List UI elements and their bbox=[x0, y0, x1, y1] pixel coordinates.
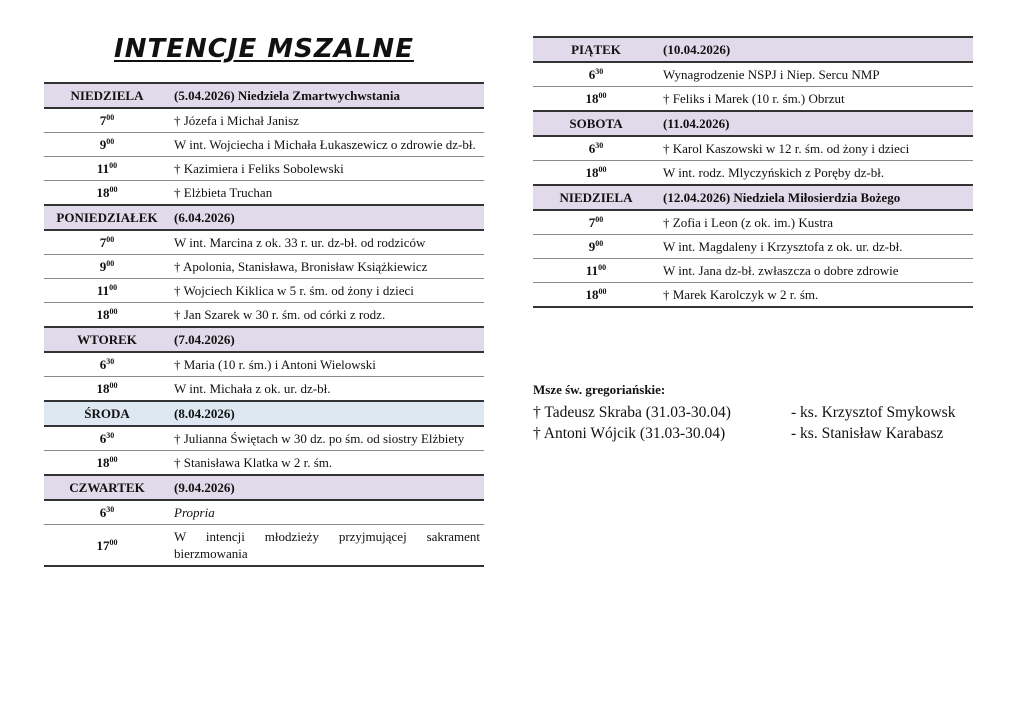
mass-minutes: 00 bbox=[106, 113, 115, 122]
mass-intention: † Julianna Świętach w 30 dz. po śm. od siostry Elżbiety bbox=[170, 426, 484, 451]
mass-time bbox=[533, 210, 659, 235]
gregorian-priest: - ks. Stanisław Karabasz bbox=[791, 425, 944, 442]
mass-row bbox=[44, 230, 484, 255]
mass-hour: 6 bbox=[588, 67, 596, 82]
mass-time bbox=[44, 525, 170, 567]
mass-minutes: 00 bbox=[109, 283, 118, 292]
mass-time bbox=[533, 87, 659, 112]
mass-intention: † Maria (10 r. śm.) i Antoni Wielowski bbox=[170, 352, 484, 377]
mass-minutes: 00 bbox=[109, 161, 118, 170]
mass-minutes: 00 bbox=[595, 239, 604, 248]
mass-row bbox=[533, 235, 973, 259]
mass-hour: 9 bbox=[99, 137, 107, 152]
mass-intention: † Apolonia, Stanisława, Bronisław Książkiewicz bbox=[170, 255, 484, 279]
mass-hour: 6 bbox=[99, 431, 107, 446]
day-date: (10.04.2026) bbox=[659, 37, 973, 62]
mass-minutes: 00 bbox=[106, 259, 115, 268]
mass-row bbox=[44, 255, 484, 279]
day-header-row bbox=[533, 185, 973, 210]
gregorian-entry bbox=[533, 423, 993, 444]
day-date: (7.04.2026) bbox=[170, 327, 484, 352]
gregorian-priest: - ks. Krzysztof Smykowsk bbox=[791, 404, 956, 421]
day-date: (11.04.2026) bbox=[659, 111, 973, 136]
left-schedule-table bbox=[44, 82, 484, 567]
mass-minutes: 30 bbox=[106, 431, 115, 440]
mass-row bbox=[44, 303, 484, 328]
mass-intention: † Jan Szarek w 30 r. śm. od córki z rodz. bbox=[170, 303, 484, 328]
mass-minutes: 30 bbox=[595, 141, 604, 150]
mass-time bbox=[44, 157, 170, 181]
mass-intention: † Wojciech Kiklica w 5 r. śm. od żony i dzieci bbox=[170, 279, 484, 303]
mass-time bbox=[533, 235, 659, 259]
mass-minutes: 00 bbox=[109, 537, 118, 547]
mass-intention: † Stanisława Klatka w 2 r. śm. bbox=[170, 451, 484, 476]
day-name: PONIEDZIAŁEK bbox=[44, 205, 170, 230]
day-name: CZWARTEK bbox=[44, 475, 170, 500]
mass-minutes: 00 bbox=[109, 307, 118, 316]
mass-hour: 7 bbox=[99, 113, 107, 128]
mass-hour: 18 bbox=[96, 455, 110, 470]
mass-hour: 18 bbox=[96, 381, 110, 396]
right-schedule-table bbox=[533, 36, 973, 308]
mass-time bbox=[533, 136, 659, 161]
mass-minutes: 00 bbox=[598, 165, 607, 174]
mass-row bbox=[44, 157, 484, 181]
mass-row bbox=[44, 108, 484, 133]
mass-minutes: 30 bbox=[106, 357, 115, 366]
day-header-row bbox=[44, 327, 484, 352]
mass-hour: 18 bbox=[96, 307, 110, 322]
gregorian-masses bbox=[533, 382, 993, 444]
mass-time bbox=[44, 426, 170, 451]
mass-time bbox=[44, 451, 170, 476]
mass-hour: 18 bbox=[585, 165, 599, 180]
mass-time bbox=[44, 500, 170, 525]
day-date: (5.04.2026) Niedziela Zmartwychwstania bbox=[170, 83, 484, 108]
mass-hour: 7 bbox=[99, 235, 107, 250]
mass-hour: 6 bbox=[99, 357, 107, 372]
mass-intention: W int. Wojciecha i Michała Łukaszewicz o zdrowie dz-bł. bbox=[170, 133, 484, 157]
mass-intention: † Zofia i Leon (z ok. im.) Kustra bbox=[659, 210, 973, 235]
mass-time bbox=[533, 259, 659, 283]
mass-minutes: 00 bbox=[109, 455, 118, 464]
mass-minutes: 00 bbox=[109, 185, 118, 194]
mass-time bbox=[44, 181, 170, 206]
mass-row bbox=[44, 500, 484, 525]
mass-time bbox=[44, 279, 170, 303]
mass-hour: 7 bbox=[588, 215, 596, 230]
gregorian-name: † Antoni Wójcik (31.03-30.04) bbox=[533, 425, 726, 442]
day-header-row bbox=[44, 401, 484, 426]
mass-time bbox=[533, 161, 659, 186]
mass-row bbox=[533, 62, 973, 87]
mass-hour: 18 bbox=[585, 91, 599, 106]
day-date: (9.04.2026) bbox=[170, 475, 484, 500]
mass-row bbox=[533, 136, 973, 161]
mass-hour: 6 bbox=[588, 141, 596, 156]
mass-intention: W intencji młodzieży przyjmującej sakrament bierzmowania bbox=[170, 525, 484, 567]
mass-intention: W int. Jana dz-bł. zwłaszcza o dobre zdrowie bbox=[659, 259, 973, 283]
mass-hour: 11 bbox=[96, 283, 110, 298]
day-date: (8.04.2026) bbox=[170, 401, 484, 426]
mass-row bbox=[44, 451, 484, 476]
mass-hour: 11 bbox=[96, 161, 110, 176]
mass-row bbox=[533, 210, 973, 235]
day-name: NIEDZIELA bbox=[44, 83, 170, 108]
mass-row bbox=[533, 283, 973, 308]
mass-hour: 9 bbox=[99, 259, 107, 274]
mass-hour: 18 bbox=[585, 287, 599, 302]
mass-time bbox=[44, 133, 170, 157]
mass-time bbox=[533, 62, 659, 87]
mass-intention: † Kazimiera i Feliks Sobolewski bbox=[170, 157, 484, 181]
day-date: (12.04.2026) Niedziela Miłosierdzia Bożego bbox=[659, 185, 973, 210]
mass-row bbox=[533, 161, 973, 186]
gregorian-entry bbox=[533, 402, 993, 423]
mass-intention: † Elżbieta Truchan bbox=[170, 181, 484, 206]
day-header-row bbox=[44, 83, 484, 108]
mass-intention: W int. rodz. Mlyczyńskich z Poręby dz-bł. bbox=[659, 161, 973, 186]
day-date: (6.04.2026) bbox=[170, 205, 484, 230]
mass-time bbox=[44, 377, 170, 402]
mass-minutes: 00 bbox=[598, 263, 607, 272]
day-header-row bbox=[44, 475, 484, 500]
mass-minutes: 00 bbox=[106, 137, 115, 146]
mass-time bbox=[533, 283, 659, 308]
day-name: ŚRODA bbox=[44, 401, 170, 426]
day-header-row bbox=[44, 205, 484, 230]
day-name: PIĄTEK bbox=[533, 37, 659, 62]
mass-intention: W int. Magdaleny i Krzysztofa z ok. ur. dz-bł. bbox=[659, 235, 973, 259]
day-name: NIEDZIELA bbox=[533, 185, 659, 210]
mass-row bbox=[44, 352, 484, 377]
mass-time bbox=[44, 108, 170, 133]
mass-intention: W int. Michała z ok. ur. dz-bł. bbox=[170, 377, 484, 402]
mass-intention: W int. Marcina z ok. 33 r. ur. dz-bł. od rodziców bbox=[170, 230, 484, 255]
mass-row bbox=[533, 87, 973, 112]
mass-hour: 18 bbox=[96, 185, 110, 200]
mass-row bbox=[44, 426, 484, 451]
day-name: WTOREK bbox=[44, 327, 170, 352]
day-name: SOBOTA bbox=[533, 111, 659, 136]
mass-hour: 9 bbox=[588, 239, 596, 254]
mass-row bbox=[44, 133, 484, 157]
mass-hour: 17 bbox=[96, 537, 110, 553]
mass-intention: † Józefa i Michał Janisz bbox=[170, 108, 484, 133]
mass-time bbox=[44, 230, 170, 255]
mass-hour: 11 bbox=[585, 263, 599, 278]
mass-minutes: 30 bbox=[595, 67, 604, 76]
mass-intention: Propria bbox=[170, 500, 484, 525]
mass-row bbox=[44, 377, 484, 402]
mass-intention: † Karol Kaszowski w 12 r. śm. od żony i dzieci bbox=[659, 136, 973, 161]
mass-hour: 6 bbox=[99, 505, 107, 520]
mass-minutes: 00 bbox=[106, 235, 115, 244]
mass-time bbox=[44, 352, 170, 377]
mass-row bbox=[44, 279, 484, 303]
mass-row bbox=[44, 525, 484, 567]
page-title: INTENCJE MSZALNE bbox=[114, 34, 414, 64]
mass-minutes: 00 bbox=[598, 287, 607, 296]
mass-minutes: 30 bbox=[106, 505, 115, 514]
gregorian-title: Msze św. gregoriańskie: bbox=[533, 382, 666, 397]
mass-intention: Wynagrodzenie NSPJ i Niep. Sercu NMP bbox=[659, 62, 973, 87]
mass-time bbox=[44, 255, 170, 279]
mass-minutes: 00 bbox=[598, 91, 607, 100]
gregorian-name: † Tadeusz Skraba (31.03-30.04) bbox=[533, 404, 731, 421]
day-header-row bbox=[533, 111, 973, 136]
mass-minutes: 00 bbox=[109, 381, 118, 390]
day-header-row bbox=[533, 37, 973, 62]
mass-time bbox=[44, 303, 170, 328]
mass-minutes: 00 bbox=[595, 215, 604, 224]
mass-intention: † Feliks i Marek (10 r. śm.) Obrzut bbox=[659, 87, 973, 112]
mass-row bbox=[533, 259, 973, 283]
mass-intention: † Marek Karolczyk w 2 r. śm. bbox=[659, 283, 973, 308]
mass-row bbox=[44, 181, 484, 206]
